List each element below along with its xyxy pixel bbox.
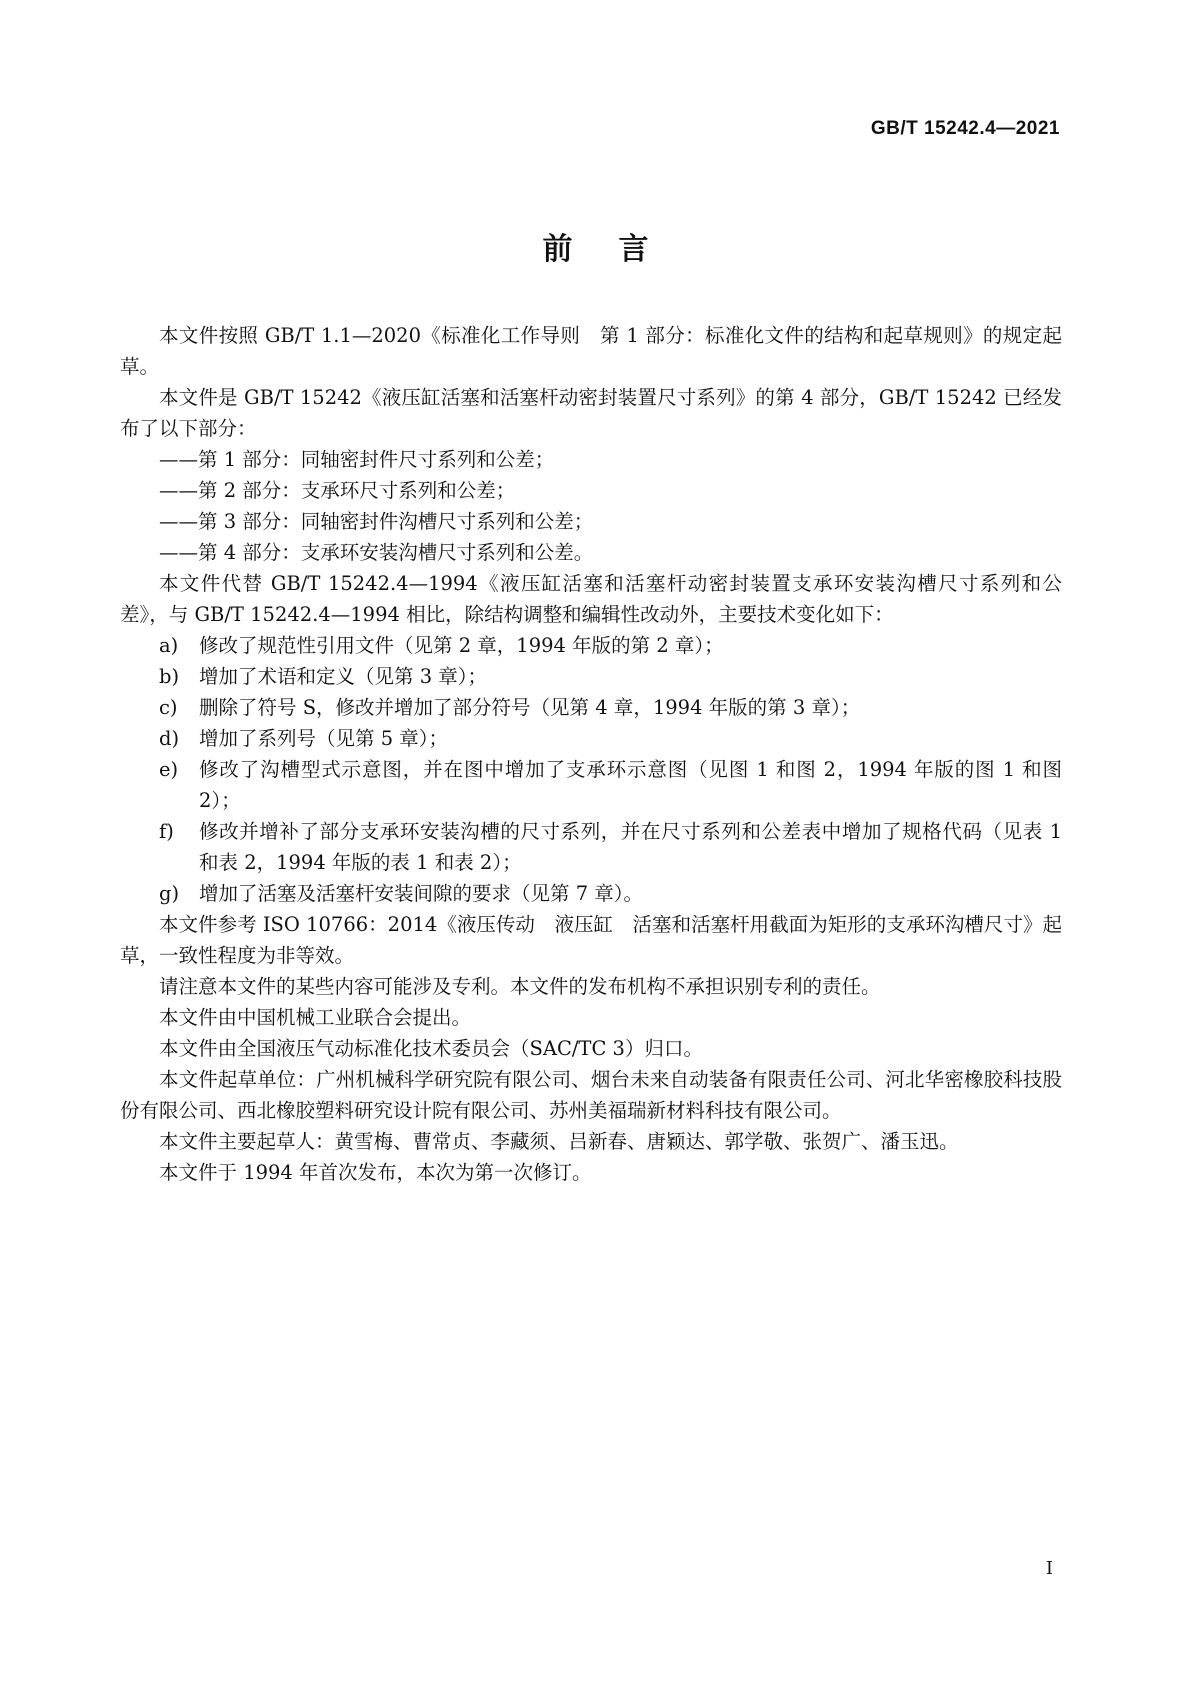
change-marker: d)	[159, 727, 180, 750]
paragraph-technical-committee: 本文件由全国液压气动标准化技术委员会（SAC/TC 3）归口。	[159, 1037, 703, 1060]
paragraph-replacement: 本文件代替 GB/T 15242.4—1994《液压缸活塞和活塞杆动密封装置支承环安装沟槽尺寸系列和公差》，与 GB/T 15242.4—1994 相比，除结构调整和编辑性改动外，主要技术变化如下：	[120, 572, 1062, 626]
page-title: 前言	[542, 232, 695, 267]
change-item	[120, 692, 1062, 723]
change-item	[120, 878, 1062, 909]
change-marker: a)	[159, 634, 179, 657]
part-list-item: ——第 2 部分：支承环尺寸系列和公差；	[159, 479, 516, 502]
change-marker: g)	[159, 882, 180, 905]
standard-number: GB/T 15242.4—2021	[870, 118, 1060, 139]
change-marker: b)	[159, 665, 180, 688]
change-marker: c)	[159, 696, 178, 719]
change-item	[120, 630, 1062, 661]
change-text: 增加了系列号（见第 5 章）；	[199, 727, 449, 750]
change-text: 修改了沟槽型式示意图，并在图中增加了支承环示意图（见图 1 和图 2，1994 年版的图 1 和图 2）；	[199, 758, 1062, 812]
change-text: 修改了规范性引用文件（见第 2 章，1994 年版的第 2 章）；	[199, 634, 724, 657]
change-item	[120, 754, 1062, 816]
change-item	[120, 723, 1062, 754]
page-number: I	[1045, 1558, 1053, 1579]
paragraph-iso-reference: 本文件参考 ISO 10766：2014《液压传动 液压缸 活塞和活塞杆用截面为矩形的支承环沟槽尺寸》起草，一致性程度为非等效。	[120, 913, 1062, 967]
change-marker: e)	[159, 758, 179, 781]
foreword-body	[120, 320, 1062, 1188]
change-text: 增加了术语和定义（见第 3 章）；	[199, 665, 488, 688]
change-item	[120, 661, 1062, 692]
change-marker: f)	[159, 820, 174, 843]
change-text: 修改并增补了部分支承环安装沟槽的尺寸系列，并在尺寸系列和公差表中增加了规格代码（见表 1 和表 2，1994 年版的表 1 和表 2）；	[199, 820, 1062, 874]
paragraph-series-parts: 本文件是 GB/T 15242《液压缸活塞和活塞杆动密封装置尺寸系列》的第 4 部分，GB/T 15242 已经发布了以下部分：	[120, 386, 1062, 440]
part-list-item: ——第 1 部分：同轴密封件尺寸系列和公差；	[159, 448, 555, 471]
paragraph-drafting-organizations: 本文件起草单位：广州机械科学研究院有限公司、烟台未来自动装备有限责任公司、河北华密橡胶科技股份有限公司、西北橡胶塑料研究设计院有限公司、苏州美福瑞新材料科技有限公司。	[120, 1068, 1062, 1122]
paragraph-patent-notice: 请注意本文件的某些内容可能涉及专利。本文件的发布机构不承担识别专利的责任。	[159, 975, 881, 998]
change-text: 增加了活塞及活塞杆安装间隙的要求（见第 7 章）。	[199, 882, 644, 905]
part-list-item: ——第 4 部分：支承环安装沟槽尺寸系列和公差。	[159, 541, 594, 564]
paragraph-drafters: 本文件主要起草人：黄雪梅、曹常贞、李藏须、吕新春、唐颖达、郭学敬、张贺广、潘玉迅。	[159, 1130, 959, 1153]
change-item	[120, 816, 1062, 878]
paragraph-history: 本文件于 1994 年首次发布，本次为第一次修订。	[159, 1161, 592, 1184]
paragraph-proposer: 本文件由中国机械工业联合会提出。	[159, 1006, 472, 1029]
change-text: 删除了符号 S，修改并增加了部分符号（见第 4 章，1994 年版的第 3 章）；	[199, 696, 861, 719]
part-list-item: ——第 3 部分：同轴密封件沟槽尺寸系列和公差；	[159, 510, 594, 533]
paragraph-drafting-rules: 本文件按照 GB/T 1.1—2020《标准化工作导则 第 1 部分：标准化文件的结构和起草规则》的规定起草。	[120, 324, 1062, 378]
